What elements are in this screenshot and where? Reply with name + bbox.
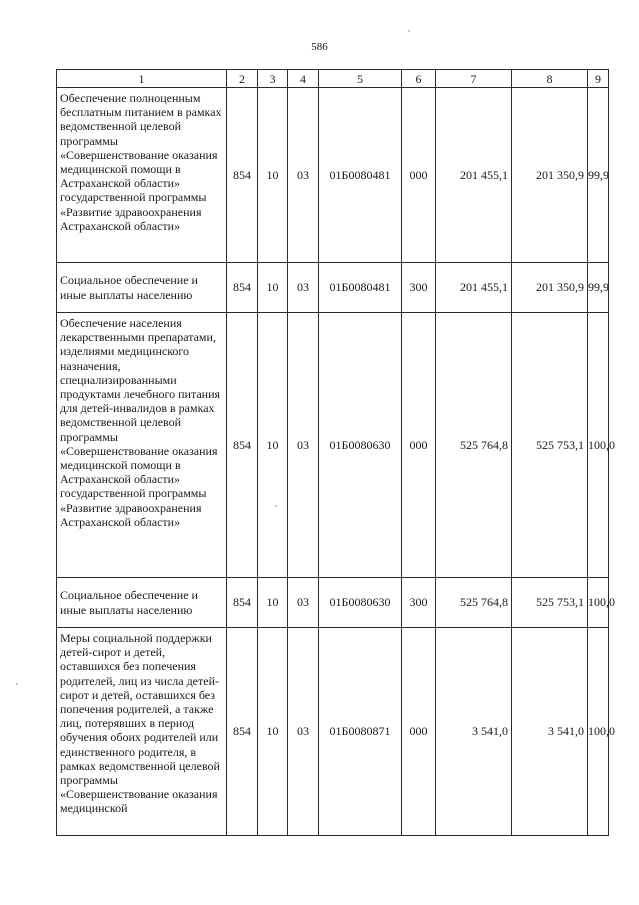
cell-col6: 000 <box>402 88 436 263</box>
cell-col4: 03 <box>288 628 319 836</box>
row-description: Социальное обеспечение и иные выплаты населению <box>57 263 227 313</box>
cell-col5: 01Б0080481 <box>319 88 402 263</box>
cell-col9: 99,9 <box>588 88 609 263</box>
cell-col2: 854 <box>227 313 258 578</box>
column-header: 1 <box>57 70 227 88</box>
column-header: 4 <box>288 70 319 88</box>
cell-col5: 01Б0080630 <box>319 313 402 578</box>
table-row <box>57 88 609 263</box>
header-row <box>57 70 609 88</box>
cell-col8: 525 753,1 <box>512 313 588 578</box>
cell-col5: 01Б0080481 <box>319 263 402 313</box>
cell-col2: 854 <box>227 628 258 836</box>
cell-col9: 99,9 <box>588 263 609 313</box>
table-row <box>57 628 609 836</box>
cell-col6: 000 <box>402 313 436 578</box>
column-header: 8 <box>512 70 588 88</box>
scan-speck <box>16 683 18 685</box>
cell-col8: 3 541,0 <box>512 628 588 836</box>
budget-table <box>56 69 615 836</box>
cell-col4: 03 <box>288 88 319 263</box>
table-row <box>57 313 609 578</box>
row-description: Обеспечение полноценным бесплатным питанием в рамках ведомственной целевой программы «Совершенствование оказания медицинской помощи в Астраханской области» государственной программы «Развитие здравоохранения Астраханской области» <box>57 88 227 263</box>
cell-col2: 854 <box>227 578 258 628</box>
cell-col6: 300 <box>402 578 436 628</box>
cell-col3: 10 <box>258 263 288 313</box>
cell-col4: 03 <box>288 578 319 628</box>
cell-col2: 854 <box>227 263 258 313</box>
cell-col4: 03 <box>288 263 319 313</box>
cell-col7: 201 455,1 <box>436 88 512 263</box>
row-description: Социальное обеспечение и иные выплаты населению <box>57 578 227 628</box>
row-description: Меры социальной поддержки детей-сирот и детей, оставшихся без попечения родителей, лиц из числа детей-сирот и детей, оставшихся без попечения родителей, а также лиц, потерявших в период обучения обоих родителей или единственного родителя, в рамках ведомственной целевой программы «Совершенствование оказания медицинской <box>57 628 227 836</box>
table-row <box>57 578 609 628</box>
cell-col8: 201 350,9 <box>512 263 588 313</box>
column-header: 6 <box>402 70 436 88</box>
cell-col6: 300 <box>402 263 436 313</box>
cell-col6: 000 <box>402 628 436 836</box>
cell-col5: 01Б0080630 <box>319 578 402 628</box>
cell-col3: 10 <box>258 578 288 628</box>
cell-col7: 3 541,0 <box>436 628 512 836</box>
column-header: 2 <box>227 70 258 88</box>
cell-col5: 01Б0080871 <box>319 628 402 836</box>
scan-speck <box>408 30 410 32</box>
page-number: 586 <box>311 41 328 53</box>
table-row <box>57 263 609 313</box>
cell-col8: 201 350,9 <box>512 88 588 263</box>
cell-col2: 854 <box>227 88 258 263</box>
cell-col7: 525 764,8 <box>436 578 512 628</box>
cell-col9: 100,0 <box>588 313 609 578</box>
cell-col3: 10 <box>258 628 288 836</box>
column-header: 9 <box>588 70 609 88</box>
cell-col3: 10 <box>258 88 288 263</box>
cell-col7: 201 455,1 <box>436 263 512 313</box>
cell-col9: 100,0 <box>588 628 609 836</box>
row-description: Обеспечение населения лекарственными препаратами, изделиями медицинского назначения, специализированными продуктами лечебного питания для детей-инвалидов в рамках ведомственной целевой программы «Совершенствование оказания медицинской помощи в Астраханской области» государственной программы «Развитие здравоохранения Астраханской области» <box>57 313 227 578</box>
column-header: 5 <box>319 70 402 88</box>
cell-col3: 10 <box>258 313 288 578</box>
cell-col4: 03 <box>288 313 319 578</box>
scan-speck <box>275 505 277 507</box>
column-header: 7 <box>436 70 512 88</box>
cell-col8: 525 753,1 <box>512 578 588 628</box>
cell-col7: 525 764,8 <box>436 313 512 578</box>
cell-col9: 100,0 <box>588 578 609 628</box>
column-header: 3 <box>258 70 288 88</box>
